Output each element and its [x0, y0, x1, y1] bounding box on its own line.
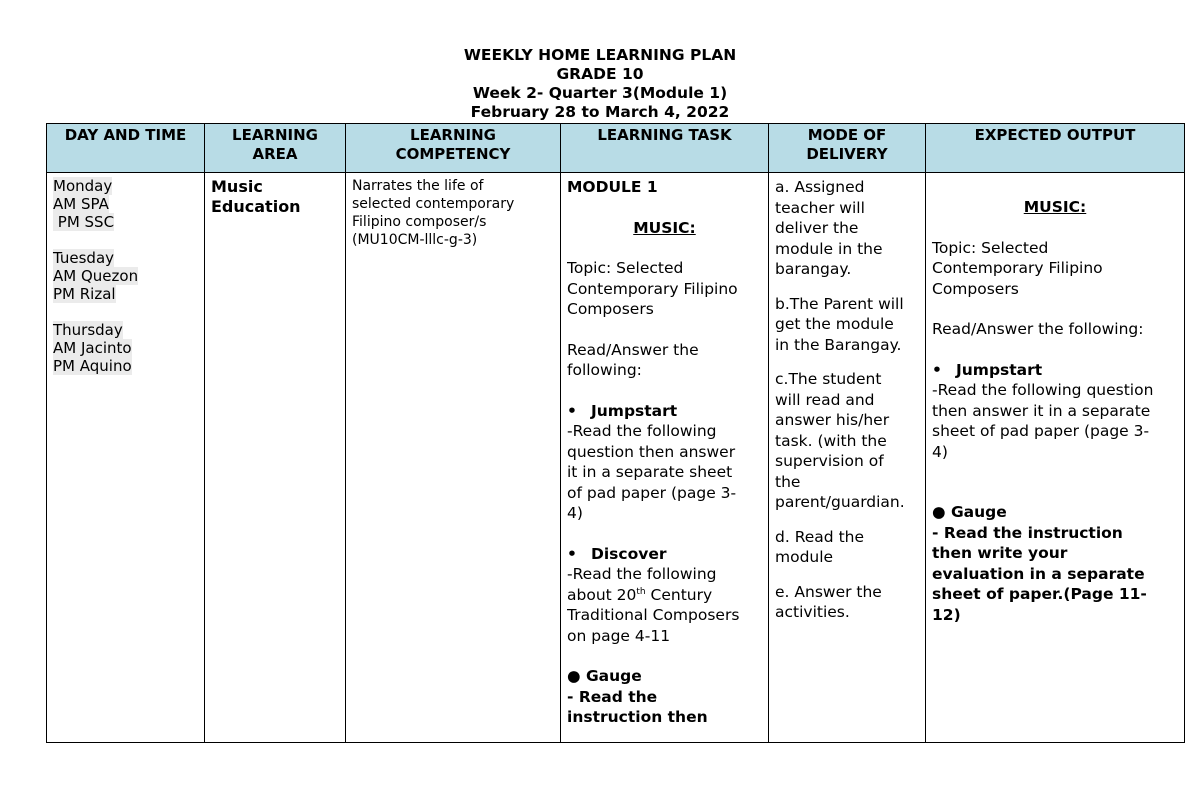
mode-line: e. Answer the: [775, 582, 882, 601]
mode-line: b.The Parent will: [775, 294, 904, 313]
task-jumpstart-text: it in a separate sheet: [567, 463, 733, 481]
col-header-learning-area: LEARNING AREA: [205, 124, 346, 173]
col-header-learning-task: LEARNING TASK: [561, 124, 769, 173]
section-mon-pm: PM SSC: [53, 213, 115, 231]
filled-circle-icon: ●: [567, 667, 581, 685]
competency-line: selected contemporary: [352, 196, 515, 212]
output-gauge-item: ● Gauge: [932, 503, 1007, 521]
col-header-day-time: DAY AND TIME: [47, 124, 205, 173]
task-topic: Topic: Selected: [567, 259, 684, 277]
section-mon-am: AM SPA: [53, 195, 109, 213]
mode-line: get the module: [775, 315, 894, 333]
mode-line: barangay.: [775, 260, 852, 278]
col-header-learning-competency: LEARNING COMPETENCY: [346, 124, 561, 173]
table-header-row: [47, 124, 1185, 173]
mode-line: activities.: [775, 603, 850, 621]
output-jumpstart-text: -Read the following question: [932, 381, 1154, 399]
mode-line: c.The student: [775, 370, 882, 388]
output-topic: Contemporary Filipino: [932, 259, 1103, 277]
mode-line: a. Assigned: [775, 178, 865, 196]
task-jumpstart-text: of pad paper (page 3-: [567, 483, 737, 502]
mode-line: supervision of: [775, 452, 884, 470]
output-topic: Topic: Selected: [932, 238, 1049, 257]
section-thu-pm: PM Aquino: [53, 357, 132, 375]
task-gauge-text: instruction then: [567, 708, 708, 726]
day-thursday: Thursday: [53, 321, 123, 339]
task-discover-text: on page 4-11: [567, 626, 671, 645]
task-discover-item: • Discover: [567, 544, 667, 563]
title-line-plan: WEEKLY HOME LEARNING PLAN: [463, 46, 737, 64]
mode-line: module in the: [775, 239, 883, 258]
cell-learning-task: [561, 173, 769, 743]
section-thu-am: AM Jacinto: [53, 339, 132, 357]
task-module-label: MODULE 1: [567, 178, 658, 196]
output-topic: Composers: [932, 279, 1019, 298]
competency-line: Narrates the life of: [352, 178, 484, 194]
mode-line: the: [775, 472, 801, 491]
mode-line: teacher will: [775, 198, 865, 217]
task-discover-text: about 20th Century: [567, 585, 713, 604]
section-tue-am: AM Quezon: [53, 267, 139, 285]
title-line-grade: GRADE 10: [556, 65, 644, 83]
output-instruction: Read/Answer the following:: [932, 320, 1144, 338]
bullet-icon: •: [567, 544, 577, 563]
task-instruction: Read/Answer the: [567, 340, 699, 359]
task-discover-text: -Read the following: [567, 565, 717, 583]
output-jumpstart-text: then answer it in a separate: [932, 401, 1151, 420]
mode-line: in the Barangay.: [775, 335, 902, 354]
task-jumpstart-text: -Read the following: [567, 422, 717, 440]
output-jumpstart-text: sheet of pad paper (page 3-: [932, 422, 1150, 440]
area-music: Music: [211, 177, 263, 196]
bullet-icon: •: [932, 360, 942, 379]
task-gauge-item: ● Gauge: [567, 667, 642, 685]
cell-mode-of-delivery: [769, 173, 926, 743]
mode-line: answer his/her: [775, 411, 890, 429]
col-header-expected-output: EXPECTED OUTPUT: [926, 124, 1185, 173]
output-gauge-text: then write your: [932, 544, 1068, 562]
output-gauge-text: - Read the instruction: [932, 523, 1123, 542]
title-line-dates: February 28 to March 4, 2022: [470, 103, 730, 121]
output-gauge-text: evaluation in a separate: [932, 564, 1145, 583]
document-title: [0, 46, 1200, 122]
bullet-icon: •: [567, 401, 577, 420]
output-jumpstart-text: 4): [932, 442, 948, 461]
output-jumpstart-item: • Jumpstart: [932, 360, 1043, 379]
task-jumpstart-item: • Jumpstart: [567, 401, 678, 420]
cell-learning-area: [205, 173, 346, 743]
competency-code: (MU10CM-lllc-g-3): [352, 232, 478, 248]
section-tue-pm: PM Rizal: [53, 285, 116, 303]
task-discover-text: Traditional Composers: [567, 606, 740, 624]
task-jumpstart-text: 4): [567, 504, 583, 522]
mode-line: task. (with the: [775, 431, 887, 450]
task-gauge-text: - Read the: [567, 687, 658, 706]
competency-line: Filipino composer/s: [352, 214, 487, 230]
cell-day-time: [47, 173, 205, 743]
col-header-mode-of-delivery: MODE OF DELIVERY: [769, 124, 926, 173]
mode-line: will read and: [775, 390, 875, 409]
output-gauge-text: 12): [932, 605, 961, 624]
day-tuesday: Tuesday: [53, 249, 115, 267]
task-jumpstart-text: question then answer: [567, 442, 736, 461]
task-topic: Contemporary Filipino: [567, 279, 738, 298]
title-line-week: Week 2- Quarter 3(Module 1): [472, 84, 728, 102]
day-monday: Monday: [53, 177, 113, 195]
filled-circle-icon: ●: [932, 503, 946, 521]
mode-line: deliver the: [775, 219, 859, 237]
mode-line: parent/guardian.: [775, 493, 905, 511]
mode-line: d. Read the: [775, 527, 865, 546]
output-gauge-text: sheet of paper.(Page 11-: [932, 585, 1147, 603]
mode-line: module: [775, 548, 834, 566]
cell-learning-competency: [346, 173, 561, 743]
table-row: [47, 173, 1185, 743]
area-education: Education: [211, 197, 301, 216]
output-music-heading: MUSIC:: [1023, 198, 1087, 216]
task-instruction: following:: [567, 361, 642, 379]
task-music-heading: MUSIC:: [633, 218, 696, 237]
learning-plan-table: [46, 123, 1185, 743]
cell-expected-output: [926, 173, 1185, 743]
task-topic: Composers: [567, 300, 654, 318]
